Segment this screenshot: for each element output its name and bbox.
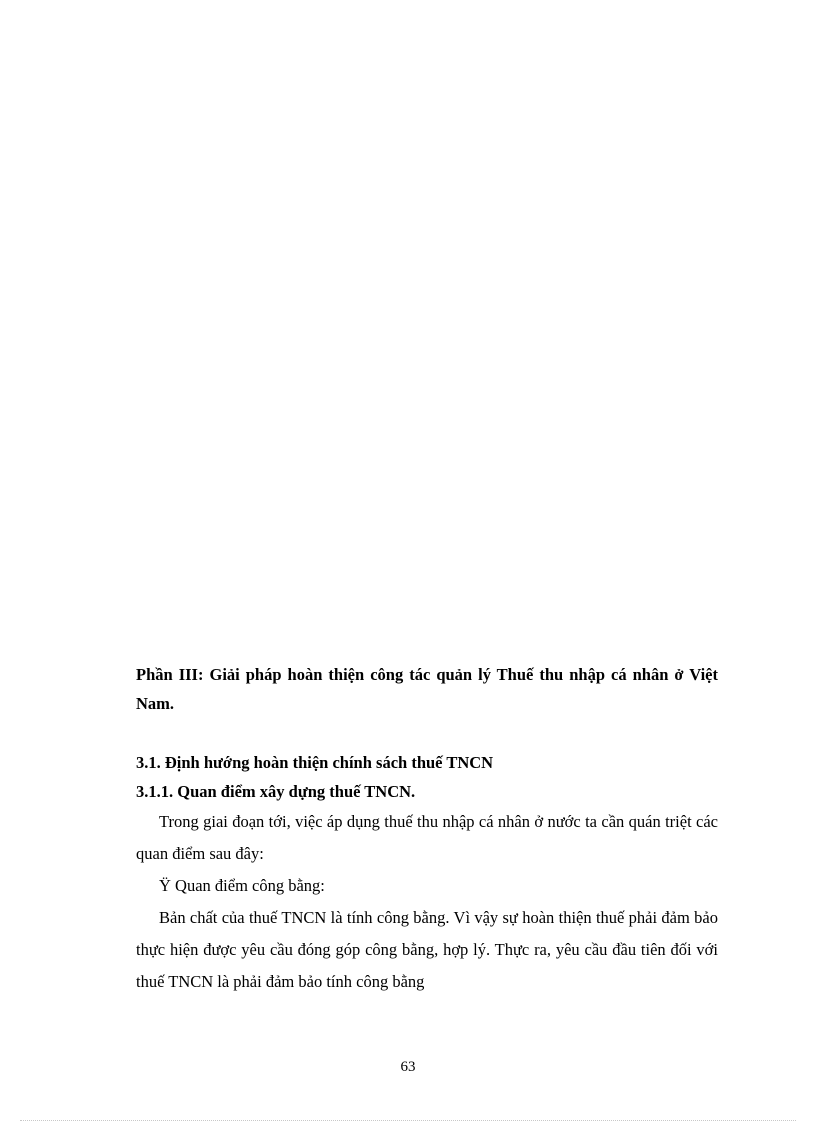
bullet-equity-viewpoint: Ÿ Quan điểm công bằng: [159,876,325,895]
section-heading-3-1-1: 3.1.1. Quan điểm xây dựng thuế TNCN. [136,782,416,801]
page-content [136,660,718,998]
section-heading-3-1: 3.1. Định hướng hoàn thiện chính sách thuế TNCN [136,753,494,772]
body-paragraph-2: Bản chất của thuế TNCN là tính công bằng. Vì vậy sự hoàn thiện thuế phải đảm bảo thực hiện được yêu cầu đóng góp công bằng, hợp lý. Thực ra, yêu cầu đầu tiên đối với thuế TNCN là phải đảm bảo tính công bằng [136,908,718,991]
body-paragraph-1: Trong giai đoạn tới, việc áp dụng thuế thu nhập cá nhân ở nước ta cần quán triệt các quan điểm sau đây: [136,812,718,863]
bottom-divider [20,1120,796,1121]
page-number: 63 [400,1059,416,1075]
part-heading: Phần III: Giải pháp hoàn thiện công tác quản lý Thuế thu nhập cá nhân ở Việt Nam. [136,665,718,713]
